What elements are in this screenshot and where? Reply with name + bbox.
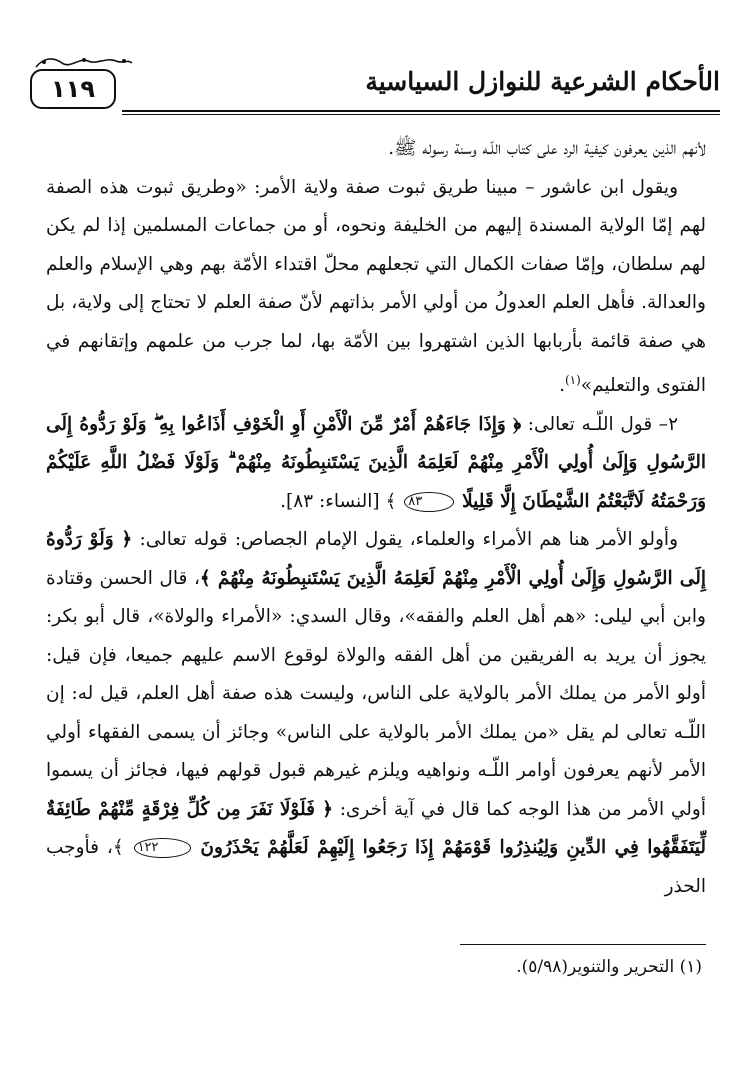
main-text xyxy=(46,130,706,906)
paragraph-text: ، قال الحسن وقتادة وابن أبي ليلى: «هم أهل العلم والفقه»، وقال السدي: «الأمراء والولاة»، قال أبو بكر: يجوز أن يريد به الفريقين من أهل الفقه والولاة لوقوع الاسم عليهم جميعا، فإن قيل: أولو الأمر من يملك الأمر بالولاية على الناس، وليست هذه صفة أهل العلم، قيل له: إن اللّـه تعالى لم يقل «من يملك الأمر بالولاية على الناس» وجائز أن يسمى الفقهاء أولي الأمر لأنهم يعرفون أوامر اللّـه ونواهيه ويلزم غيرهم قبول قولهم فيها، فجائز أن يسموا أولي الأمر من هذا الوجه كما قال في آية أخرى: xyxy=(46,567,706,820)
footnote-separator xyxy=(460,944,706,945)
page-header xyxy=(30,55,720,117)
paragraph xyxy=(46,130,706,169)
header-rule-thin xyxy=(122,114,720,115)
footnote-marker: (١) xyxy=(564,373,581,387)
quran-verse: ﴿ وَإِذَا جَاءَهُمْ أَمْرٌ مِّنَ الْأَمْنِ أَوِ الْخَوْفِ أَذَاعُوا بِهِ ۖ وَلَوْ رَدُّوهُ إِلَى الرَّسُولِ وَإِلَىٰ أُولِي الْأَمْرِ مِنْهُمْ لَعَلِمَهُ الَّذِينَ يَسْتَنبِطُونَهُ مِنْهُمْ ۗ وَلَوْلَا فَضْلُ اللَّهِ عَلَيْكُمْ وَرَحْمَتُهُ لَاتَّبَعْتُمُ الشَّيْطَانَ إِلَّا قَلِيلًا xyxy=(46,413,706,512)
paragraph-text: ﴾، فأوجب الحذر xyxy=(46,837,706,897)
ayah-number: ١٢٢ xyxy=(134,838,191,858)
footnote: (١) التحرير والتنوير(٥/٩٨). xyxy=(516,957,702,977)
quran-verse: ﴿ وَلَوْ رَدُّوهُ إِلَى الرَّسُولِ وَإِلَىٰ أُولِي الْأَمْرِ مِنْهُمْ لَعَلِمَهُ الَّذِينَ يَسْتَنبِطُونَهُ مِنْهُمْ ﴾ xyxy=(46,529,706,589)
quran-verse: ﴿ فَلَوْلَا نَفَرَ مِن كُلِّ فِرْقَةٍ مِّنْهُمْ طَائِفَةٌ لِّيَتَفَقَّهُوا فِي الدِّينِ وَلِيُنذِرُوا قَوْمَهُمْ إِذَا رَجَعُوا إِلَيْهِمْ لَعَلَّهُمْ يَحْذَرُونَ xyxy=(46,798,706,859)
ornament-icon xyxy=(34,55,134,69)
paragraph-text: ٢– قول اللّـه تعالى: xyxy=(521,413,678,435)
paragraph xyxy=(46,521,706,906)
paragraph-text: ويقول ابن عاشور – مبينا طريق ثبوت صفة ولاية الأمر: «وطريق ثبوت هذه الصفة لهم إمّا الولاية المسندة إليهم من الخليفة ونحوه، أو من جماعات المسلمين إذا لم يكن لهم سلطان، وإمّا صفات الكمال التي تجعلهم محلّ اقتداء الأمّة بهم وهي الإسلام والعلم والعدالة. فأهل العلم العدولُ من أولي الأمر بذاتهم لأنّ صفة العلم لا تحتاج إلى ولاية، بل هي صفة قائمة بأربابها الذين اشتهروا بين الأمّة بها، لما جرب من علمهم وإتقانهم في الفتوى والتعليم» xyxy=(46,176,706,397)
paragraph xyxy=(46,406,706,522)
paragraph-text: لأنهم الذين يعرفون كيفية الرد على كتاب اللّـه وسنة رسوله ﷺ. xyxy=(388,138,706,159)
ayah-number: ٨٣ xyxy=(404,492,454,512)
verse-reference: ﴾ [النساء: ٨٣]. xyxy=(280,490,397,512)
paragraph: ويقول ابن عاشور – مبينا طريق ثبوت صفة ولاية الأمر: «وطريق ثبوت هذه الصفة لهم إمّا الولاية المسندة إليهم من الخليفة ونحوه، أو من جماعات المسلمين إذا لم يكن لهم سلطان، وإمّا صفات الكمال التي تجعلهم محلّ اقتداء الأمّة بهم وهي الإسلام والعلم والعدالة. فأهل العلم العدولُ من أولي الأمر بذاتهم لأنّ صفة العلم لا تحتاج إلى ولاية، بل هي صفة قائمة بأربابها الذين اشتهروا بين الأمّة بها، لما جرب من علمهم وإتقانهم في الفتوى والتعليم»$^{(١)}$. xyxy=(46,176,706,397)
running-title: الأحكام الشرعية للنوازل السياسية xyxy=(365,67,720,96)
header-rule xyxy=(122,110,720,112)
page-number: ١١٩ xyxy=(30,69,116,109)
paragraph-text: وأولو الأمر هنا هم الأمراء والعلماء، يقول الإمام الجصاص: قوله تعالى: xyxy=(132,529,679,551)
